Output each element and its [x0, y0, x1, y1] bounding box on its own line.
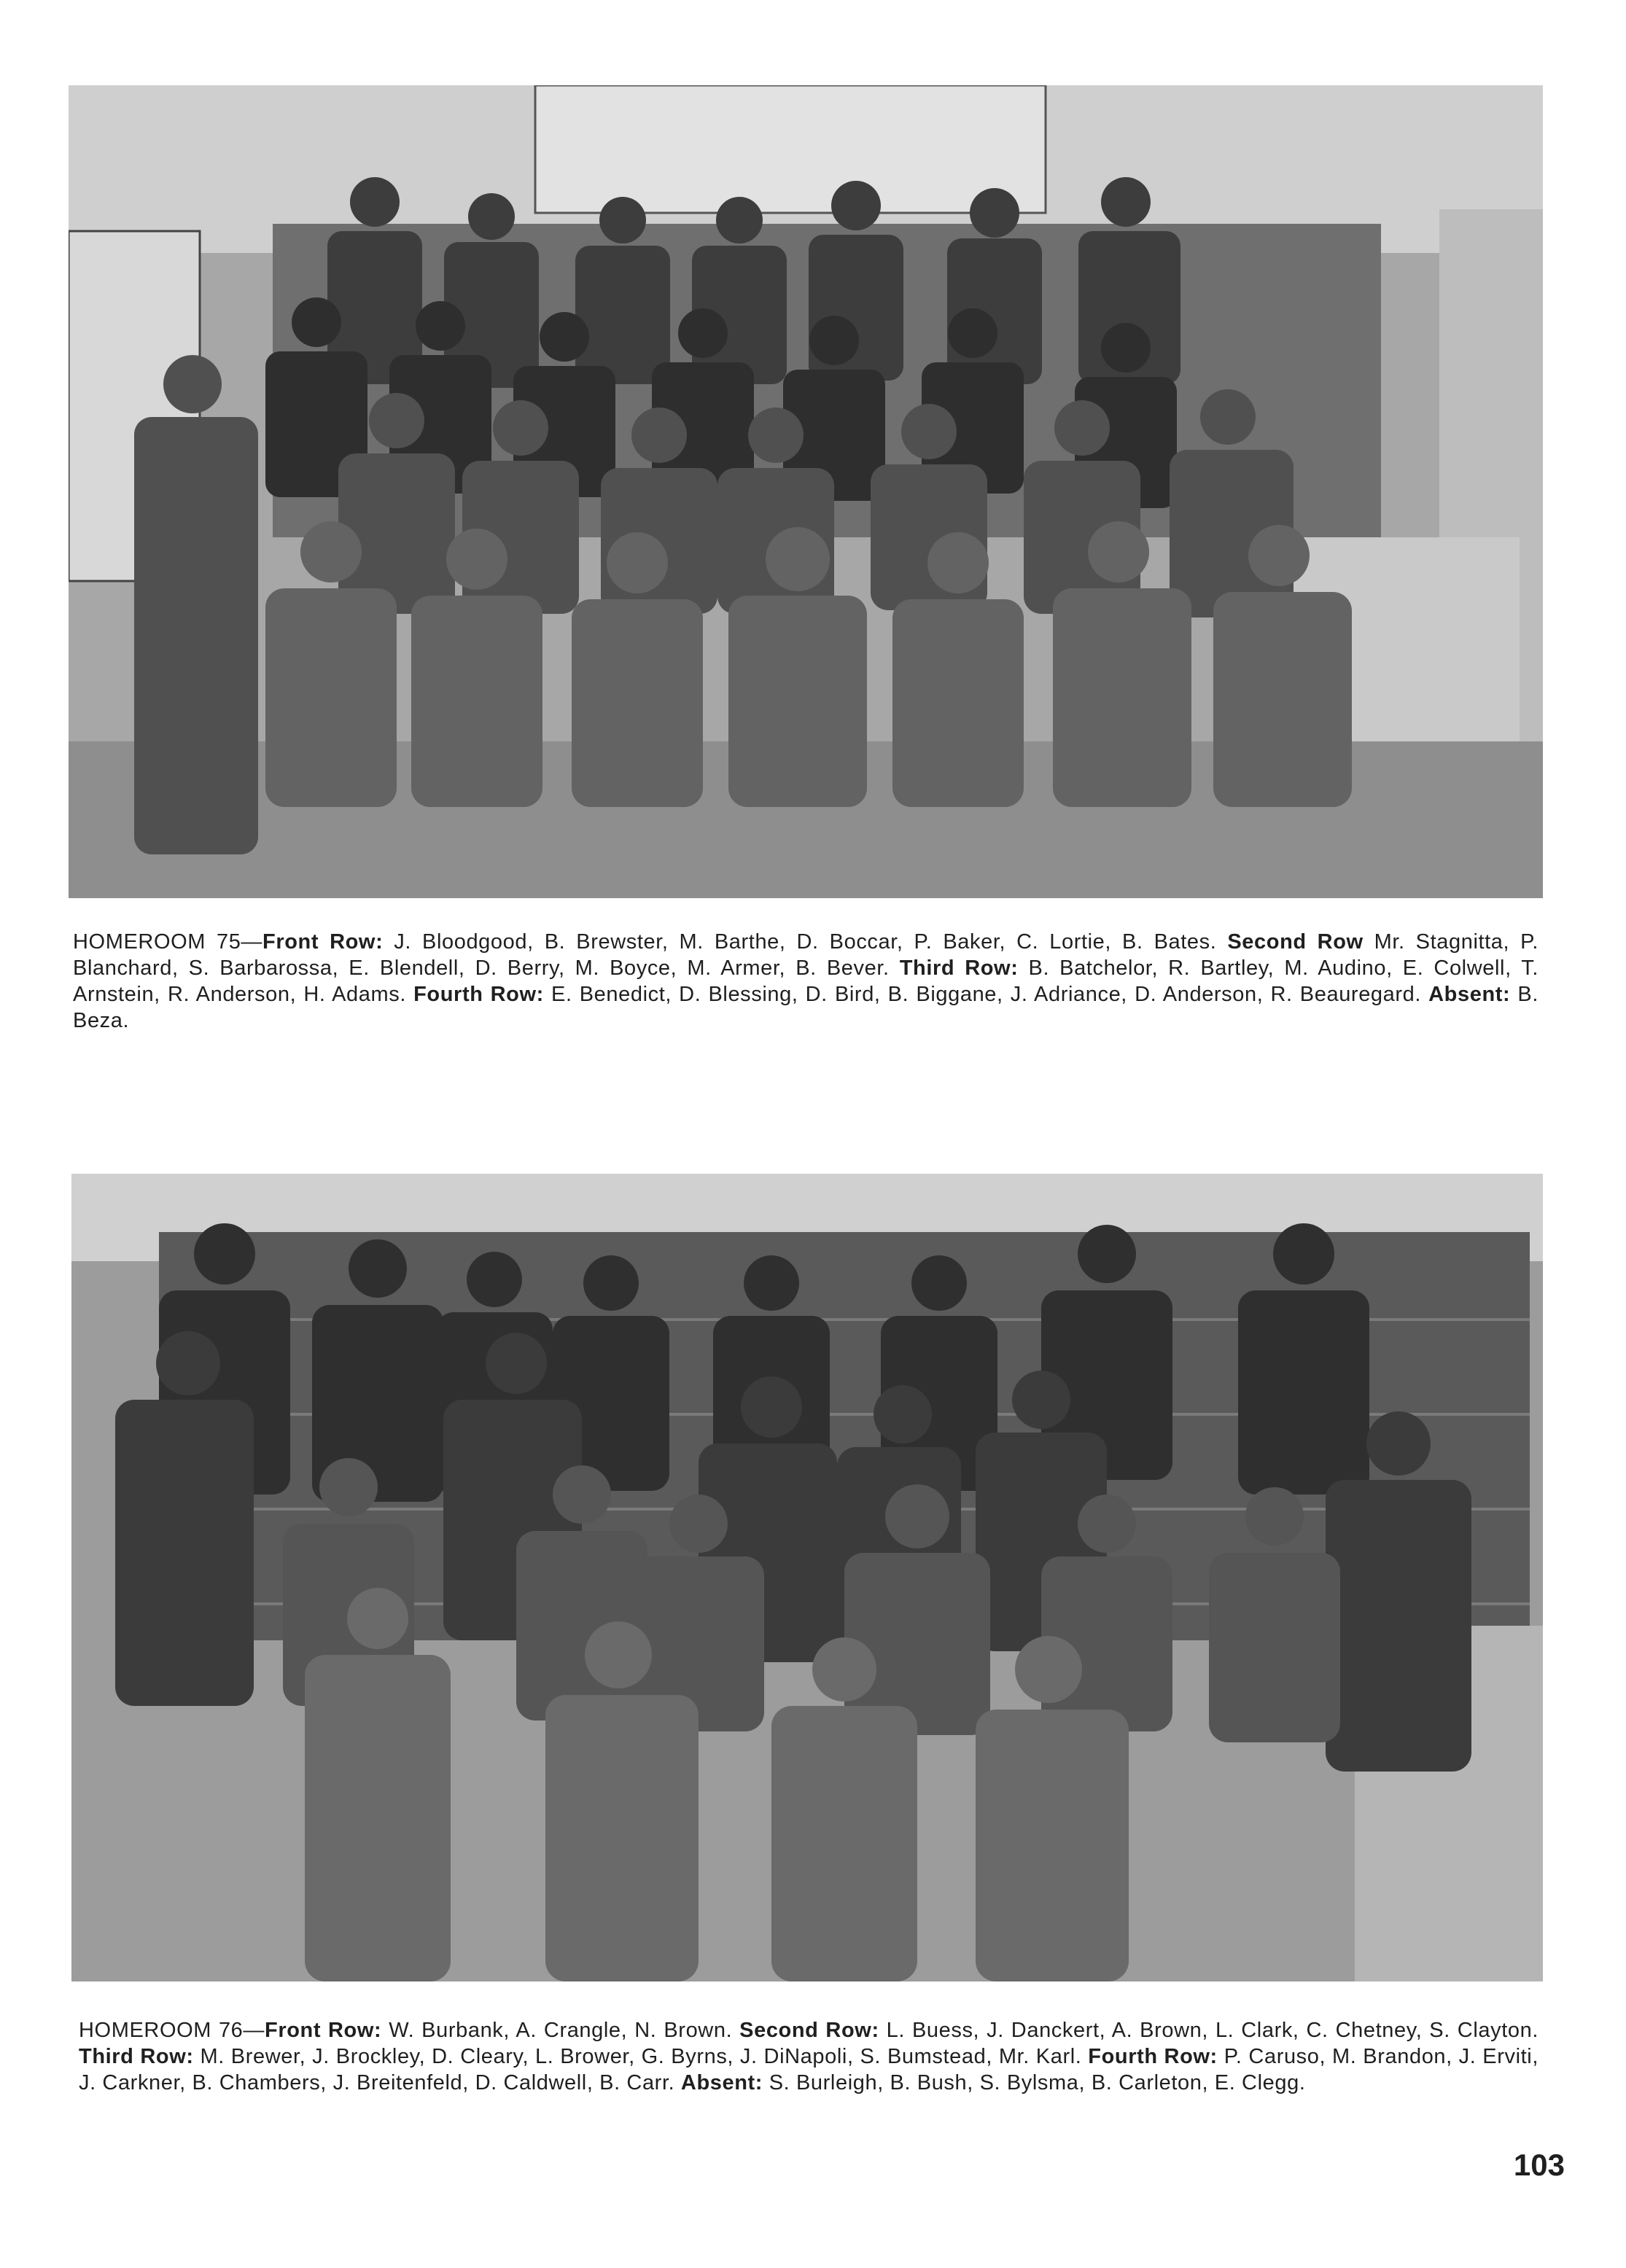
row-names-third: M. Brewer, J. Brockley, D. Cleary, L. Brower, G. Byrns, J. DiNapoli, S. Bumstead, Mr. Karl. — [193, 2045, 1089, 2068]
row-label-third: Third Row: — [899, 956, 1019, 980]
row-names-third: B. Batchelor, R. Bartley, M. Audino, E. Colwell, T. Arnstein, R. Anderson, H. Adams. — [73, 956, 1539, 1006]
group-photo-icon — [69, 85, 1543, 898]
page-number: 103 — [1513, 2148, 1565, 2182]
row-names-front: W. Burbank, A. Crangle, N. Brown. — [381, 2019, 740, 2042]
row-label-absent: Absent: — [1428, 983, 1511, 1006]
row-names-absent: B. Beza. — [73, 983, 1539, 1032]
row-label-third: Third Row: — [79, 2045, 194, 2068]
group-photo-icon — [71, 1174, 1543, 1981]
row-label-second: Second Row: — [739, 2019, 879, 2042]
row-label-front: Front Row: — [262, 930, 384, 954]
caption-title: HOMEROOM 75— — [73, 930, 263, 954]
row-names-second: L. Buess, J. Danckert, A. Brown, L. Clark, C. Chetney, S. Clayton. — [879, 2019, 1539, 2042]
row-label-fourth: Fourth Row: — [413, 983, 544, 1006]
row-label-second: Second Row — [1227, 930, 1364, 954]
row-names-second: Mr. Stagnitta, P. Blanchard, S. Barbarossa, E. Blendell, D. Berry, M. Boyce, M. Armer, B. Bever. — [73, 930, 1539, 980]
row-names-absent: S. Burleigh, B. Bush, S. Bylsma, B. Carleton, E. Clegg. — [763, 2071, 1306, 2094]
row-label-absent: Absent: — [680, 2071, 763, 2094]
homeroom-75-group-photo — [69, 85, 1543, 898]
row-label-fourth: Fourth Row: — [1088, 2045, 1218, 2068]
homeroom-76-caption — [79, 2017, 1539, 2096]
caption-title: HOMEROOM 76— — [79, 2019, 265, 2042]
row-names-fourth: E. Benedict, D. Blessing, D. Bird, B. Biggane, J. Adriance, D. Anderson, R. Beauregard. — [543, 983, 1429, 1006]
row-label-front: Front Row: — [265, 2019, 382, 2042]
homeroom-76-group-photo — [71, 1174, 1543, 1981]
row-names-fourth: P. Caruso, M. Brandon, J. Erviti, J. Carkner, B. Chambers, J. Breitenfeld, D. Caldwell, B. Carr. — [79, 2045, 1539, 2094]
row-names-front: J. Bloodgood, B. Brewster, M. Barthe, D. Boccar, P. Baker, C. Lortie, B. Bates. — [383, 930, 1228, 954]
homeroom-75-caption — [73, 929, 1539, 1034]
